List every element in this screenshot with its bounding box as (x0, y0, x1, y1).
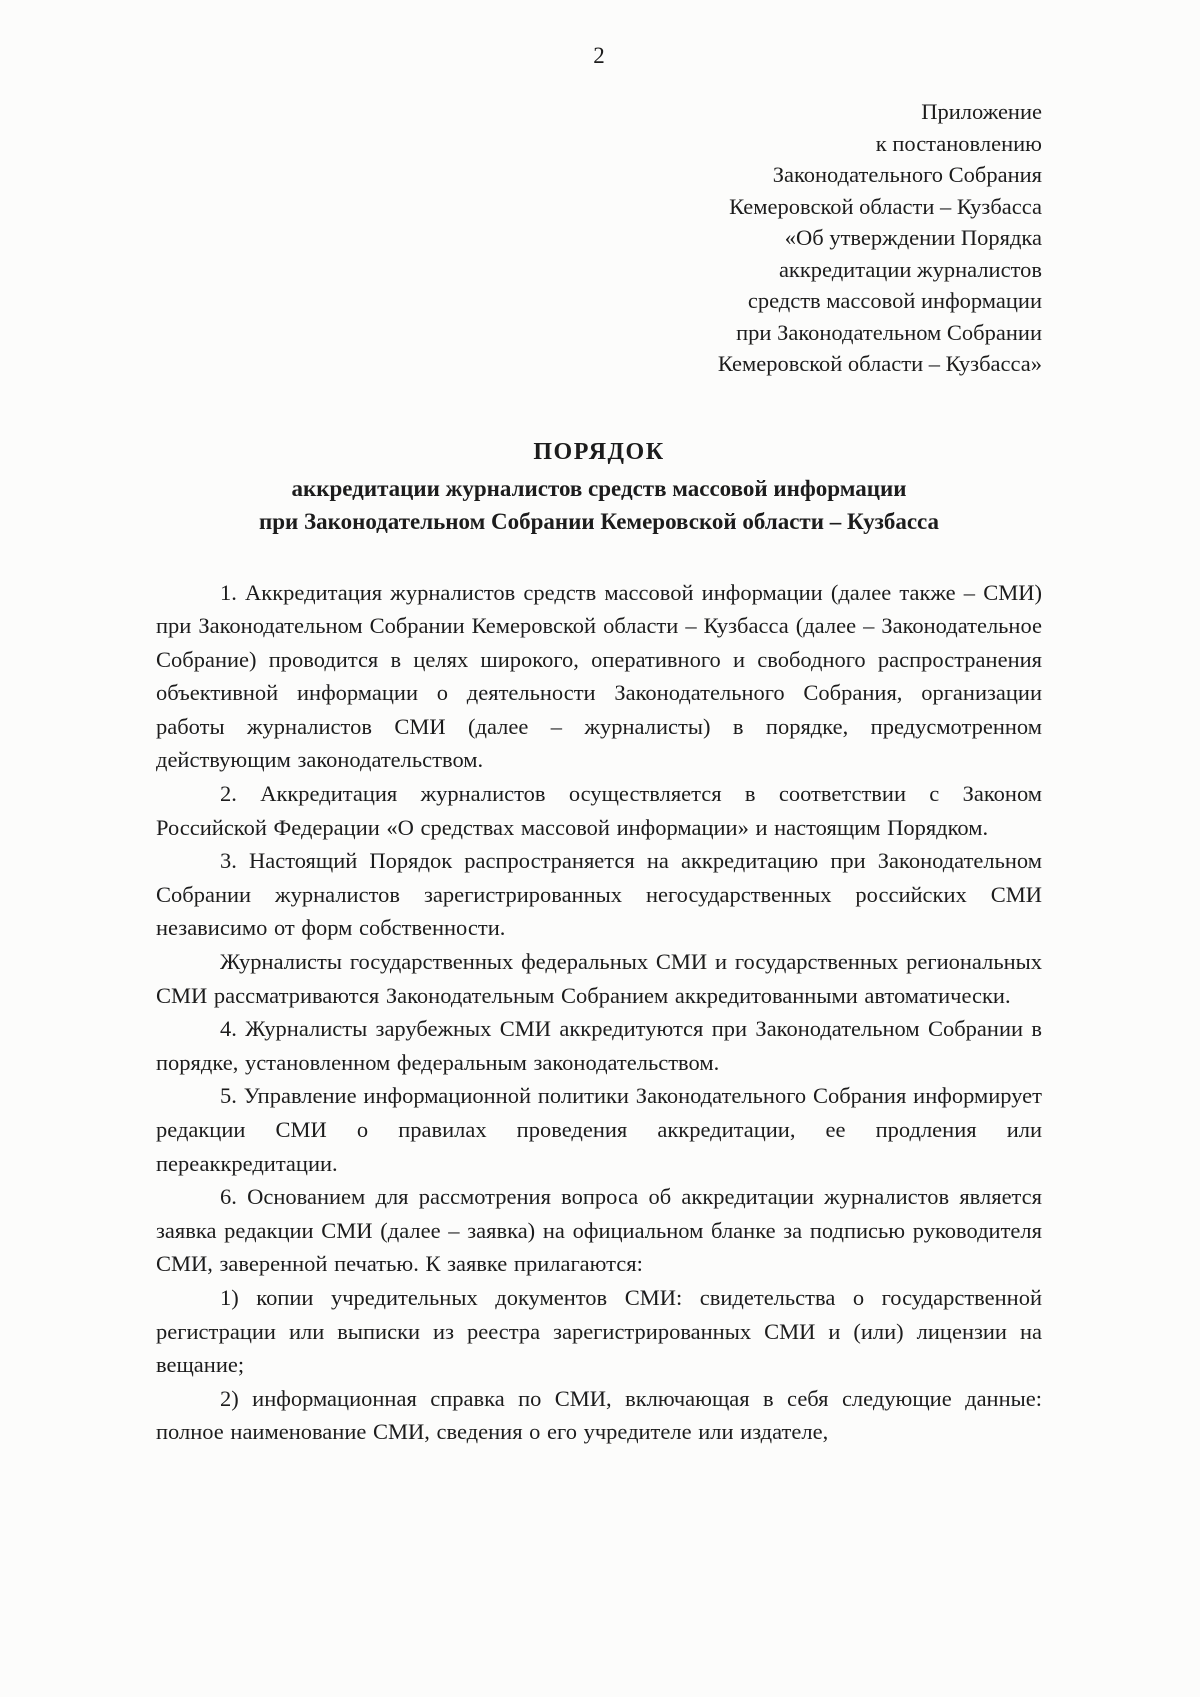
annex-line: Приложение (921, 99, 1042, 124)
document-body (156, 576, 1042, 1449)
paragraph: 6. Основанием для рассмотрения вопроса об аккредитации журналистов является заявка редакции СМИ (далее – заявка) на официальном бланке за подписью руководителя СМИ, заверенной печатью. К заявке прилагаются: (156, 1184, 1042, 1277)
paragraph: 3. Настоящий Порядок распространяется на аккредитацию при Законодательном Собрании журналистов зарегистрированных негосударственных российских СМИ независимо от форм собственности. (156, 848, 1042, 941)
document-title-block (156, 436, 1042, 538)
annex-line: аккредитации журналистов (778, 256, 1042, 282)
paragraph: 1. Аккредитация журналистов средств массовой информации (далее также – СМИ) при Законодательном Собрании Кемеровской области – Кузбасса (далее – Законодательное Собрание) проводится в целях широкого, оперативного и свободного распространения объективной информации о деятельности Законодательного Собрания, организации работы журналистов СМИ (далее – журналисты) в порядке, предусмотренном действующим законодательством. (156, 579, 1042, 773)
annex-block (662, 96, 1042, 380)
document-title: ПОРЯДОК (533, 438, 665, 465)
paragraph: 4. Журналисты зарубежных СМИ аккредитуются при Законодательном Собрании в порядке, установленном федеральным законодательством. (156, 1016, 1042, 1075)
document-subtitle-line1: аккредитации журналистов средств массовой информации (291, 475, 907, 501)
annex-line: при Законодательном Собрании (736, 319, 1042, 345)
paragraph: 5. Управление информационной политики Законодательного Собрания информирует редакции СМИ о правилах проведения аккредитации, ее продления или переаккредитации. (156, 1083, 1042, 1176)
annex-line: Кемеровской области – Кузбасса (729, 193, 1042, 219)
paragraph: 2) информационная справка по СМИ, включающая в себя следующие данные: полное наименование СМИ, сведения о его учредителе или издателе, (156, 1385, 1042, 1445)
paragraph: Журналисты государственных федеральных СМИ и государственных региональных СМИ рассматриваются Законодательным Собранием аккредитованными автоматически. (156, 949, 1042, 1008)
annex-line: Кемеровской области – Кузбасса» (717, 351, 1042, 376)
annex-line: Законодательного Собрания (772, 162, 1042, 187)
annex-line: средств массовой информации (747, 288, 1042, 313)
paragraph: 2. Аккредитация журналистов осуществляется в соответствии с Законом Российской Федерации «О средствах массовой информации» и настоящим Порядком. (156, 781, 1042, 840)
paragraph: 1) копии учредительных документов СМИ: свидетельства о государственной регистрации или выписки из реестра зарегистрированных СМИ и (или) лицензии на вещание; (156, 1284, 1042, 1378)
annex-line: к постановлению (875, 130, 1042, 156)
document-subtitle-line2: при Законодательном Собрании Кемеровской области – Кузбасса (258, 508, 940, 534)
page-number: 2 (593, 43, 605, 68)
annex-line: «Об утверждении Порядка (784, 225, 1042, 250)
